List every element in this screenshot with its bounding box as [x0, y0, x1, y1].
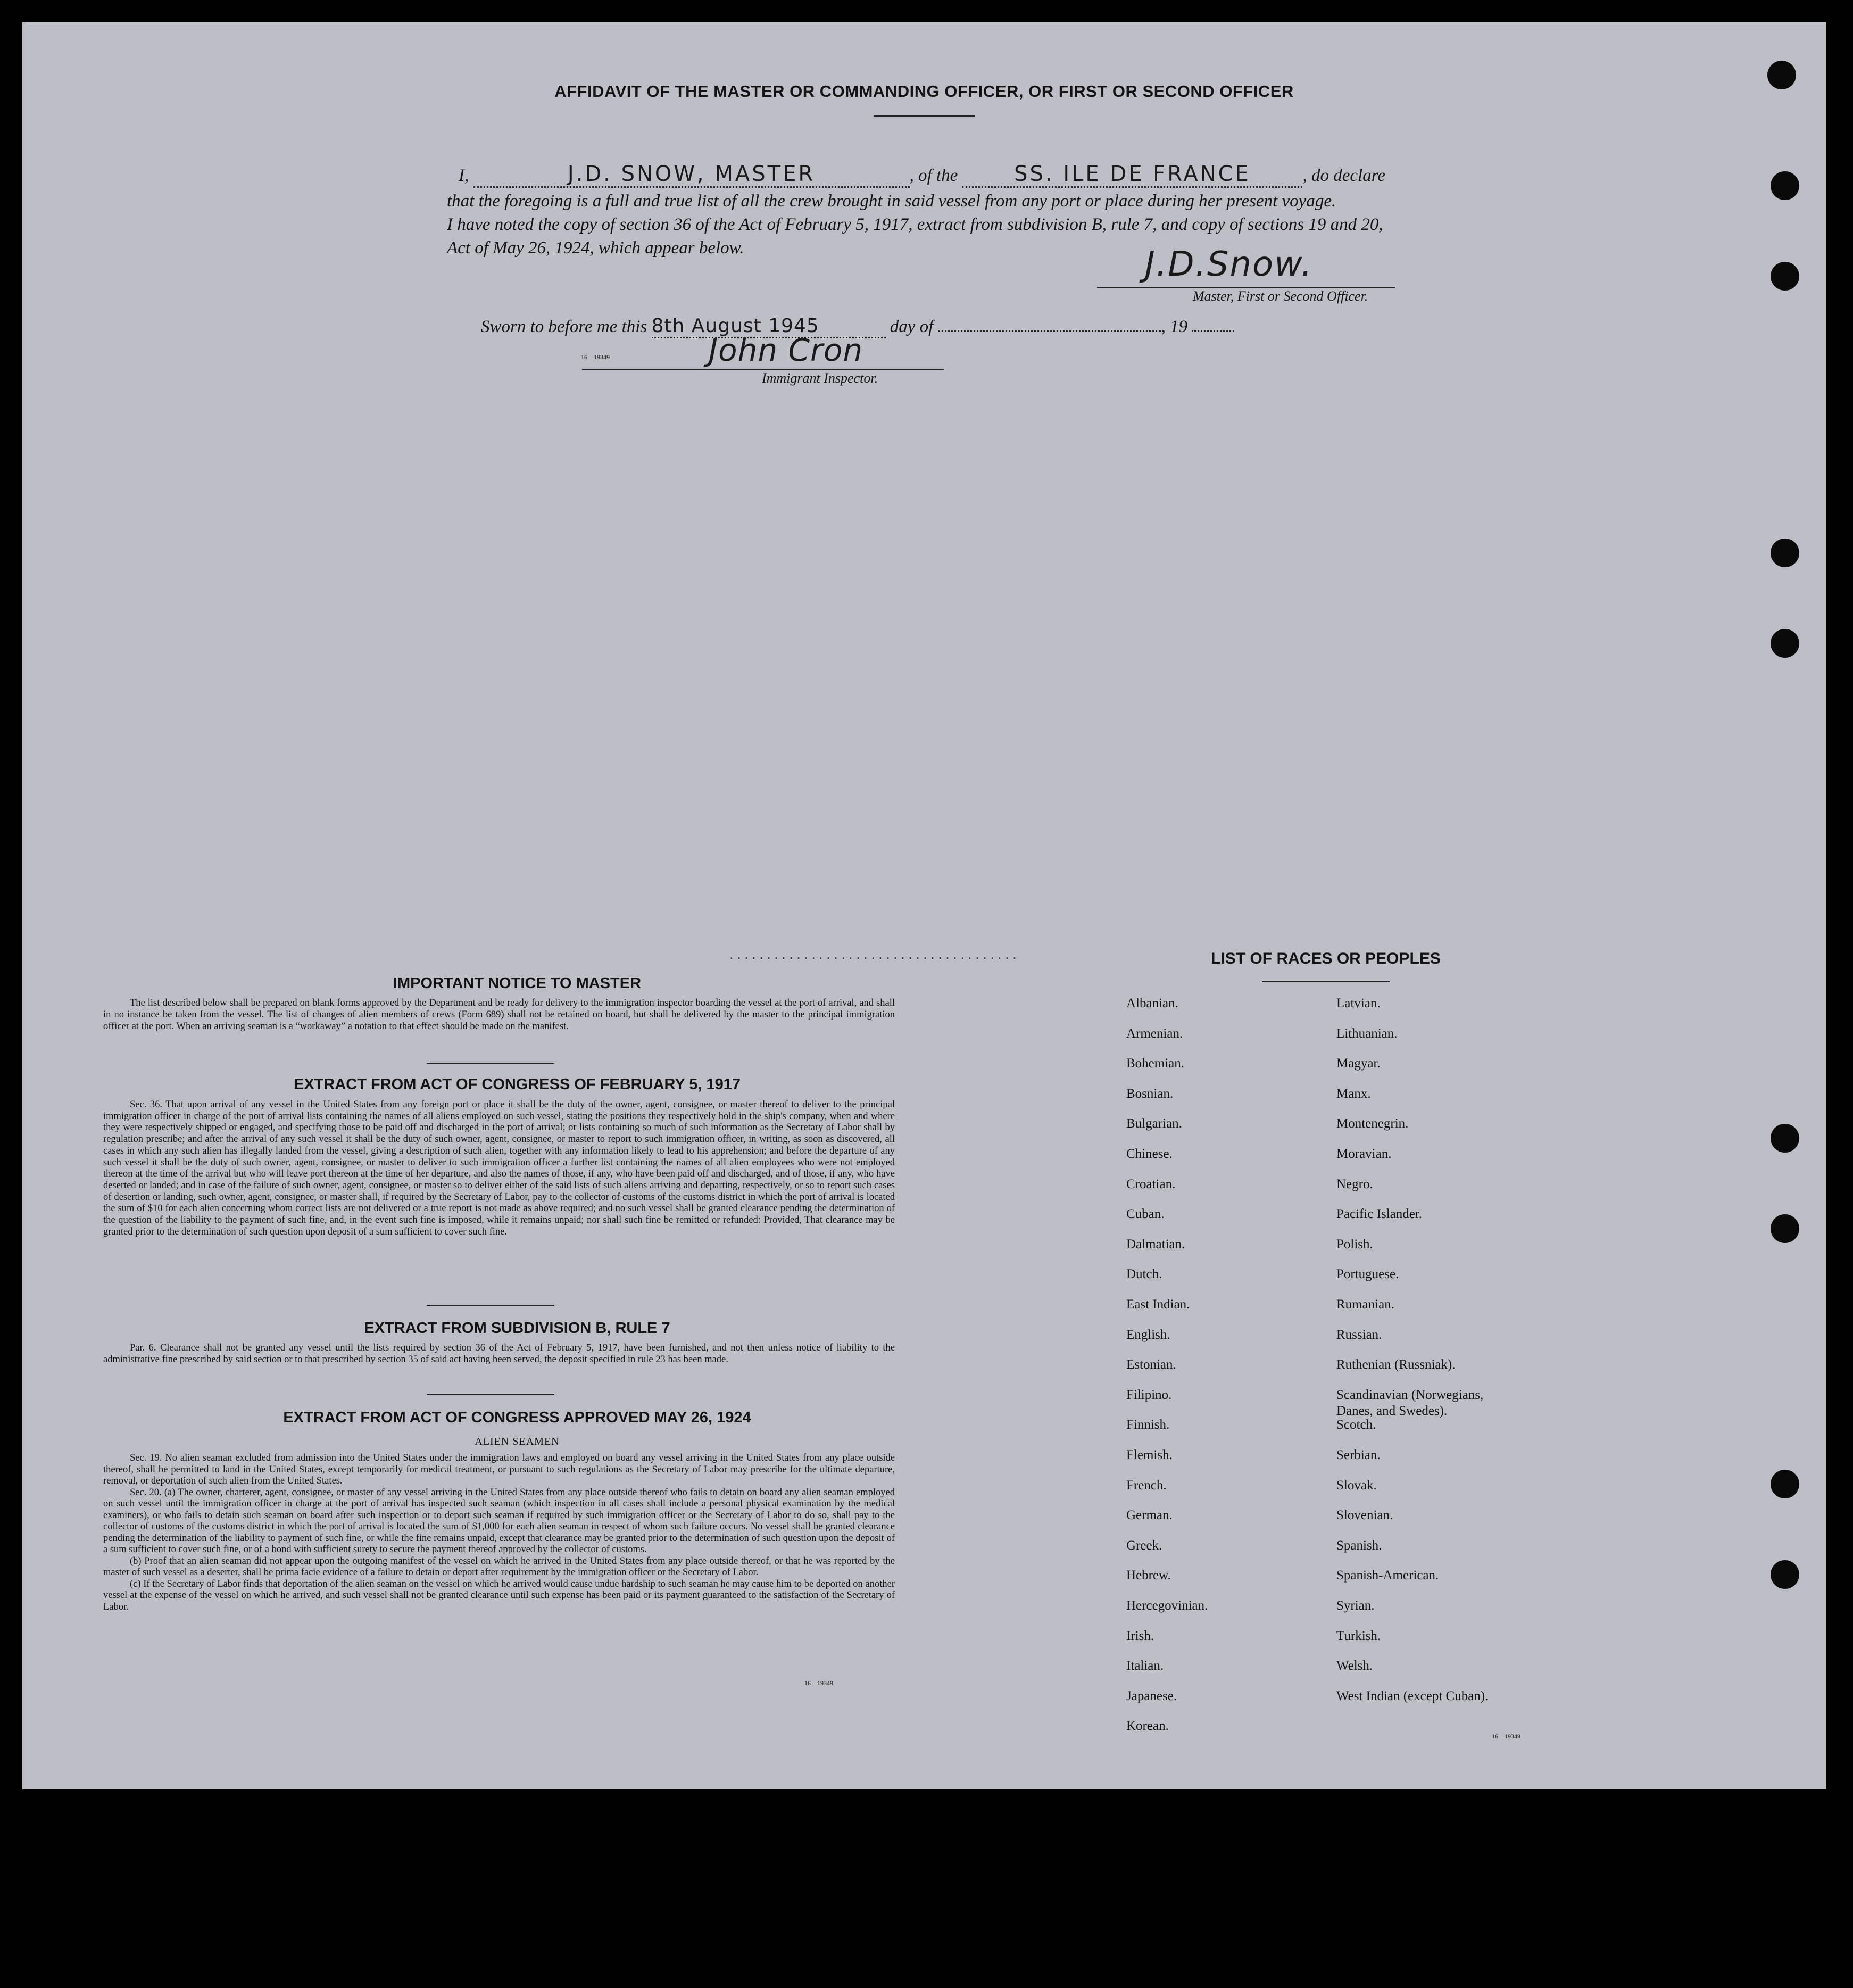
extract-1917-divider: [427, 1305, 554, 1306]
affidavit-line-3: I have noted the copy of section 36 of the Act of February 5, 1917, extract from subdivision B, rule 7, and copy of sections 19 and 20,: [447, 215, 1383, 234]
of-the-label: , of the: [909, 166, 958, 185]
extract-1924-title: EXTRACT FROM ACT OF CONGRESS APPROVED MAY 26, 1924: [283, 1409, 751, 1426]
race-item: Albanian.: [1126, 996, 1178, 1010]
race-item: Syrian.: [1336, 1598, 1375, 1613]
race-item: Dutch.: [1126, 1267, 1162, 1282]
race-item: Scandinavian (Norwegians,: [1336, 1387, 1484, 1402]
race-item: Korean.: [1126, 1719, 1169, 1734]
race-item: Bosnian.: [1126, 1086, 1174, 1101]
sec-20a-paragraph: Sec. 20. (a) The owner, charterer, agent, consignee, or master of any vessel arriving in the United States from any place outside thereof who fails to detain on board any alien seaman employed on such vessel until the immigration officer in charge at the port of arrival has inspected such seaman (which inspection in all cases shall include a personal physical examination by the medical examiners), or who fails to detain such seaman on board after such inspection or to deport such seaman if required by such immigration officer or the Secretary of Labor to do so, shall pay to the collector of customs of the customs district in which the port of arrival is located the sum of $1,000 for each alien seaman in respect of whom such failure occurs. No vessel shall be granted clearance pending the determination of the liability to payment of such fine, or while the fine remains unpaid, except that clearance may be granted prior to the determination of such question upon the deposit of a sum sufficient to cover such fine, or of a bond with sufficient surety to secure the payment thereof approved by the collector of customs.: [103, 1487, 895, 1555]
race-item: Welsh.: [1336, 1659, 1373, 1674]
year-field: [1192, 330, 1234, 332]
form-number: 16—19349: [581, 353, 610, 361]
vessel-name-field: [962, 162, 1302, 188]
sworn-date-handwritten: 8th August 1945: [651, 315, 819, 337]
extract-rule7-text: Par. 6. Clearance shall not be granted any vessel until the lists required by section 36 of the Act of February 5, 1917, have been furnished, and not then unless notice of liability to the administrative fine prescribed by said section or to that prescribed by section 35 of said act having been served, the deposit specified in rule 23 has been made.: [103, 1343, 895, 1365]
race-item: Turkish.: [1336, 1628, 1381, 1643]
punch-hole: [1771, 171, 1799, 200]
affidavit-line-2: that the foregoing is a full and true list of all the crew brought in said vessel from any port or place during her present voyage.: [447, 192, 1336, 211]
race-item: Dalmatian.: [1126, 1237, 1185, 1252]
race-item: Serbian.: [1336, 1448, 1381, 1462]
day-of-label: day of: [890, 317, 934, 336]
master-name-handwritten: J.D. SNOW, MASTER: [567, 162, 816, 186]
sec-20c-paragraph: (c) If the Secretary of Labor finds that deportation of the alien seaman on the vessel on which he arrived would cause undue hardship to such seaman he may cause him to be deported on another vessel at the expense of the vessel on which he arrived, and such vessel shall not be granted clearance until such expense has been paid or its payment guaranteed to the satisfaction of the Secretary of Labor.: [103, 1578, 895, 1612]
extract-form-number: 16—19349: [804, 1679, 833, 1687]
race-item: German.: [1126, 1508, 1173, 1523]
race-item: Slovak.: [1336, 1478, 1377, 1493]
race-item: Japanese.: [1126, 1688, 1177, 1703]
race-item: Rumanian.: [1336, 1297, 1395, 1312]
inspector-caption: Immigrant Inspector.: [762, 370, 878, 386]
race-item: Hercegovinian.: [1126, 1598, 1208, 1613]
master-caption: Master, First or Second Officer.: [1193, 288, 1368, 304]
race-item: English.: [1126, 1327, 1170, 1342]
race-item: Moravian.: [1336, 1147, 1392, 1161]
notice-title: IMPORTANT NOTICE TO MASTER: [393, 975, 642, 992]
punch-hole: [1771, 262, 1799, 291]
race-item: Negro.: [1336, 1177, 1373, 1191]
race-item: Pacific Islander.: [1336, 1207, 1423, 1222]
year-prefix: , 19: [1161, 317, 1188, 336]
race-item: Slovenian.: [1336, 1508, 1393, 1523]
race-item: Spanish-American.: [1336, 1568, 1439, 1583]
punch-hole: [1771, 1124, 1799, 1153]
document-page: [22, 22, 1826, 1789]
affidavit-title: AFFIDAVIT OF THE MASTER OR COMMANDING OFFICER, OR FIRST OR SECOND OFFICER: [554, 82, 1294, 101]
inspector-signature-line: [582, 369, 944, 370]
extract-rule7-title: EXTRACT FROM SUBDIVISION B, RULE 7: [364, 1320, 670, 1337]
inspector-signature: John Cron: [709, 332, 863, 368]
race-item: Bohemian.: [1126, 1056, 1185, 1071]
races-title: LIST OF RACES OR PEOPLES: [1211, 950, 1441, 967]
punch-hole: [1771, 1214, 1799, 1243]
extract-1917-text: Sec. 36. That upon arrival of any vessel in the United States from any foreign port or place it shall be the duty of the owner, agent, consignee, or master thereof to deliver to the principal immigration officer in charge of the port of arrival lists containing the names of all aliens employed on such vessel, stating the positions they respectively hold in the ship's company, when and where they were respectively shipped or engaged, and specifying those to be paid off and discharged in the port of arrival; or lists containing so much of such information as the Secretary of Labor shall by regulation prescribe; and after the arrival of any such vessel it shall be the duty of such owner, agent, consignee, or master to report to such immigration officer, in writing, as soon as discovered, all cases in which any such alien has illegally landed from the vessel, giving a description of such alien, together with any information likely to lead to his apprehension; and before the departure of any such vessel it shall be the duty of such owner, agent, consignee, or master to deliver to such immigration officer a further list containing the names of all alien employees who were not employed thereon at the time of the arrival but who will leave port thereon at the time of her departure, and also the names of those, if any, who have been paid off and discharged, and of those, if any, who have deserted or landed; and in case of the failure of such owner, agent, consignee, or master so to deliver either of the said lists of such aliens arriving and departing, respectively, or so to report such cases of desertion or landing, such owner, agent, consignee, or master shall, if required by the Secretary of Labor, pay to the collector of customs of the customs district in which the port of arrival is located the sum of $10 for each alien concerning whom correct lists are not delivered or a true report is not made as above required; and no such vessel shall be granted clearance pending the determination of the question of the liability to the payment of such fine, and, in the event such fine is imposed, while it remains unpaid; nor shall such fine be remitted or refunded: Provided, That clearance may be granted prior to the determination of such question upon deposit of a sum sufficient to cover such fine.: [103, 1099, 895, 1237]
sec-20b-paragraph: (b) Proof that an alien seaman did not appear upon the outgoing manifest of the vessel on which he arrived in the United States from any place outside thereof, or that he was reported by the master of such vessel as a deserter, shall be prima facie evidence of a failure to detain or deport after requirement by the immigration officer or the Secretary of Labor.: [103, 1555, 895, 1578]
races-divider: [1262, 981, 1390, 982]
race-item: Polish.: [1336, 1237, 1373, 1252]
punch-hole: [1771, 1560, 1799, 1589]
master-name-field: [473, 162, 910, 188]
affidavit-line-1: [459, 162, 1385, 188]
punch-hole: [1771, 1470, 1799, 1498]
notice-text: The list described below shall be prepared on blank forms approved by the Department and be ready for delivery to the immigration inspector boarding the vessel at the port of arrival, and shall in no instance be taken from the vessel. The list of changes of alien members of crews (Form 689) shall not be retained on board, but shall be delivered by the master to the principal immigration officer at the port. When an arriving seaman is a “workaway” a notation to that effect should be made on the manifest.: [103, 998, 895, 1032]
race-item: Danes, and Swedes).: [1336, 1403, 1448, 1418]
punch-hole: [1771, 629, 1799, 658]
race-item: Ruthenian (Russniak).: [1336, 1357, 1456, 1372]
race-item: Greek.: [1126, 1538, 1162, 1553]
notice-divider: [427, 1063, 554, 1064]
race-item: Bulgarian.: [1126, 1116, 1182, 1131]
race-item: West Indian (except Cuban).: [1336, 1688, 1489, 1703]
race-item: Irish.: [1126, 1628, 1154, 1643]
i-label: I,: [459, 166, 469, 185]
punch-hole: [1771, 539, 1799, 567]
sec-19-paragraph: Sec. 19. No alien seaman excluded from admission into the United States under the immigration laws and employed on board any vessel arriving in the United States from any place outside thereof, shall be permitted to land in the United States, except temporarily for medical treatment, or pursuant to such regulations as the Secretary of Labor may prescribe for the ultimate departure, removal, or deportation of such alien from the United States.: [103, 1453, 895, 1486]
do-declare-label: , do declare: [1302, 166, 1385, 185]
race-item: Montenegrin.: [1336, 1116, 1409, 1131]
race-item: Armenian.: [1126, 1026, 1183, 1041]
affidavit-line-4: Act of May 26, 1924, which appear below.: [447, 238, 744, 258]
race-item: Croatian.: [1126, 1177, 1176, 1191]
race-item: Latvian.: [1336, 996, 1381, 1010]
race-item: Estonian.: [1126, 1357, 1176, 1372]
race-item: Filipino.: [1126, 1387, 1172, 1402]
race-item: French.: [1126, 1478, 1167, 1493]
extract-1917-title: EXTRACT FROM ACT OF CONGRESS OF FEBRUARY 5, 1917: [293, 1076, 741, 1093]
section-dots: .......................................: [730, 948, 1020, 962]
extract-1924-subtitle: ALIEN SEAMEN: [475, 1436, 560, 1447]
sworn-label: Sworn to before me this: [481, 317, 647, 336]
race-item: Lithuanian.: [1336, 1026, 1398, 1041]
extract-rule7-divider: [427, 1394, 554, 1395]
race-item: Spanish.: [1336, 1538, 1382, 1553]
race-item: Flemish.: [1126, 1448, 1173, 1462]
race-item: Chinese.: [1126, 1147, 1173, 1161]
extract-1924-body: [103, 1453, 895, 1613]
race-item: East Indian.: [1126, 1297, 1190, 1312]
race-item: Manx.: [1336, 1086, 1371, 1101]
master-signature-line: [1097, 287, 1395, 288]
race-item: Magyar.: [1336, 1056, 1381, 1071]
month-field: [938, 330, 1161, 332]
master-signature: J.D.Snow.: [1145, 245, 1313, 284]
scan-border: [0, 1789, 1853, 1988]
race-item: Portuguese.: [1336, 1267, 1399, 1282]
race-item: Russian.: [1336, 1327, 1382, 1342]
race-item: Hebrew.: [1126, 1568, 1171, 1583]
races-form-number: 16—19349: [1492, 1733, 1520, 1740]
race-item: Italian.: [1126, 1659, 1164, 1674]
race-item: Finnish.: [1126, 1418, 1170, 1432]
race-item: Cuban.: [1126, 1207, 1165, 1222]
vessel-name-handwritten: SS. ILE DE FRANCE: [1014, 162, 1251, 186]
title-divider: [874, 115, 975, 117]
race-item: Scotch.: [1336, 1418, 1376, 1432]
